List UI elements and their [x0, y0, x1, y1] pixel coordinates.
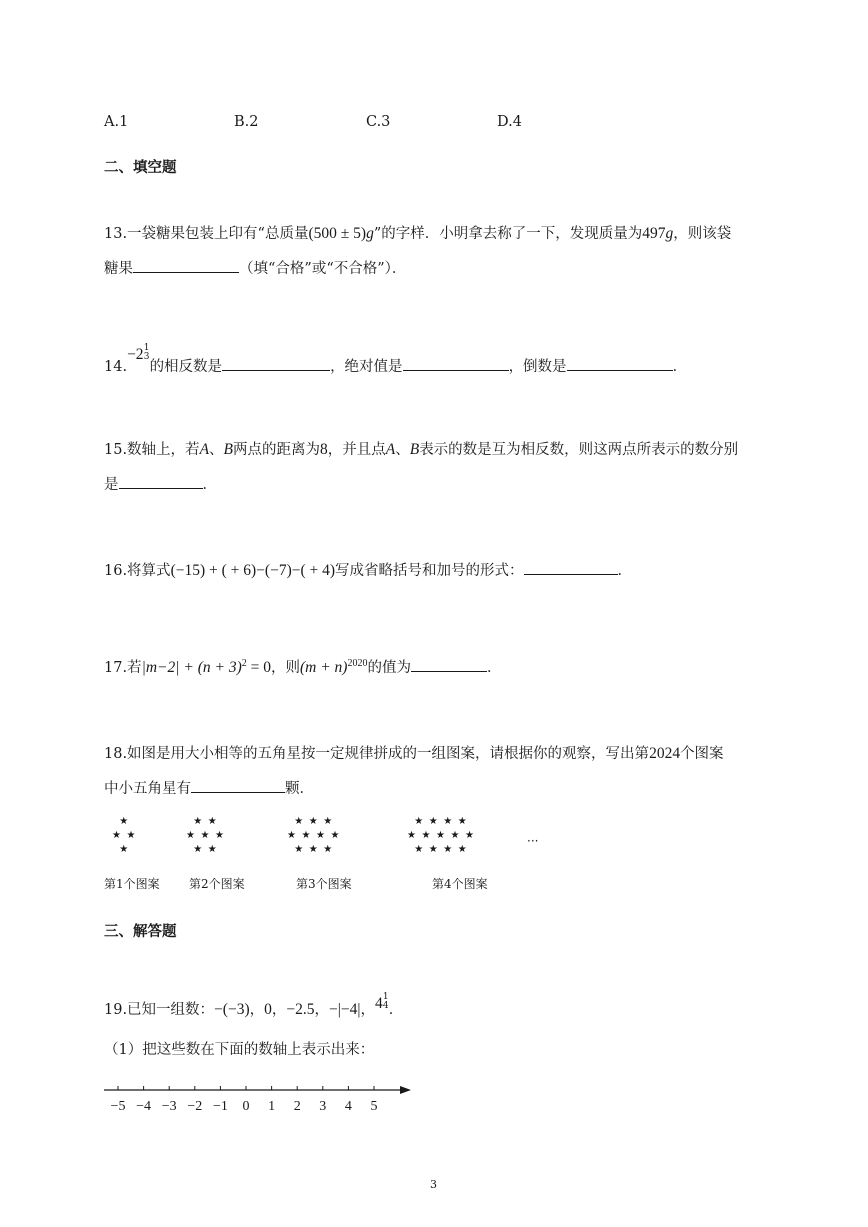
q19-comma-3: ， [314, 1002, 329, 1018]
q18-text-4: 颗． [285, 781, 314, 797]
number-line-tick-label: −3 [161, 1099, 177, 1114]
q15-distance: 8 [320, 441, 328, 458]
q18-index: 2024 [649, 745, 681, 762]
number-line-tick-label: 4 [344, 1099, 352, 1114]
q19-value-5-whole: 4 [374, 995, 383, 1012]
number-line-tick-label: −4 [136, 1099, 152, 1114]
pattern-3-star: ★ [308, 844, 318, 855]
question-19-part-1: （1）把这些数在下面的数轴上表示出来： [104, 1042, 375, 1058]
choice-c: C.3 [366, 114, 391, 130]
pattern-4-star: ★ [414, 816, 424, 827]
q14-mixed-whole: −2 [127, 346, 144, 363]
q19-value-1: −(−3) [214, 1001, 250, 1018]
pattern-4-star: ★ [436, 830, 445, 841]
q19-frac-num: 1 [382, 992, 389, 1002]
q13-answer-blank[interactable] [133, 258, 239, 273]
question-16 [104, 560, 632, 581]
q16-text-3: ． [617, 563, 633, 579]
q19-frac-den: 4 [382, 1001, 389, 1011]
pattern-2-star: ★ [207, 844, 217, 855]
q14-frac-num: 1 [143, 343, 150, 353]
q17-expr-mn: (m + n) [299, 658, 348, 676]
number-line [100, 1080, 420, 1120]
q19-comma-1: ， [249, 1002, 265, 1018]
q13-text-1: 13.一袋糖果包装上印有“总质量 [104, 226, 309, 242]
pattern-4-star: ★ [428, 816, 438, 827]
q14-frac-den: 3 [143, 352, 150, 362]
q18-text-2: 个图案 [680, 746, 724, 762]
q19-text-1: 19.已知一组数： [104, 1002, 215, 1018]
pattern-ellipsis: ··· [527, 834, 539, 848]
q14-number: 14. [104, 359, 128, 375]
pattern-2-star: ★ [193, 844, 203, 855]
pattern-2-star: ★ [186, 830, 195, 841]
pattern-label-2: 第2个图案 [189, 877, 245, 891]
q19-end: ． [388, 1002, 404, 1018]
number-line-tick-label: 3 [319, 1099, 327, 1114]
number-line-tick-label: −2 [187, 1099, 203, 1114]
q17-text-2: ，则 [270, 659, 300, 676]
question-19 [104, 992, 404, 1020]
q14-blank-opposite[interactable] [222, 356, 330, 371]
pattern-1-star: ★ [112, 830, 121, 841]
pattern-4-star: ★ [421, 830, 431, 841]
q13-unit-g: g [366, 225, 374, 242]
pattern-4-star: ★ [414, 844, 424, 855]
number-line-tick-label: 5 [370, 1099, 378, 1114]
q13-text-5: （填“合格”或“不合格”）． [239, 261, 407, 277]
q17-text-3: 的值为 [367, 659, 411, 676]
question-15-line1 [104, 440, 738, 460]
q15-text-2: 两点的距离为 [233, 442, 320, 458]
number-line-tick-label: 2 [293, 1099, 301, 1114]
question-14 [104, 343, 688, 377]
q17-text-4: ． [486, 659, 502, 676]
q13-text-2: ”的字样．小明拿去称了一下，发现质量为 [373, 226, 643, 242]
pattern-4-star: ★ [443, 844, 453, 855]
q15-text-4: 表示的数是互为相反数，则这两点所表示的数分别 [419, 442, 739, 458]
q16-expression: (−15) + ( + 6)−(−7)−( + 4) [170, 562, 336, 579]
q13-text-4: 糖果 [104, 261, 133, 277]
section-answer-heading: 三、解答题 [104, 923, 177, 940]
pattern-3-star: ★ [301, 830, 311, 841]
q15-text-6: ． [202, 477, 217, 493]
pattern-label-1: 第1个图案 [104, 877, 160, 891]
question-13-line2 [104, 258, 406, 279]
choice-d: D.4 [497, 114, 522, 130]
pattern-3-star: ★ [316, 830, 325, 841]
q15-sep-1: 、 [209, 442, 224, 458]
number-line-tick-label: −1 [212, 1099, 228, 1114]
q19-value-4: −|−4| [329, 1001, 361, 1018]
pattern-4-star: ★ [428, 844, 438, 855]
q14-text-1: 的相反数是 [149, 359, 223, 375]
pattern-2-star: ★ [215, 830, 224, 841]
q19-comma-2: ， [271, 1002, 287, 1018]
q15-text-3: ，并且点 [327, 442, 386, 458]
q14-blank-absolute[interactable] [403, 356, 509, 371]
number-line-arrow [400, 1086, 411, 1094]
pattern-4-star: ★ [450, 830, 460, 841]
pattern-label-4: 第4个图案 [432, 877, 488, 891]
q18-text-1: 18.如图是用大小相等的五角星按一定规律拼成的一组图案，请根据你的观察，写出第 [104, 746, 650, 762]
pattern-1-star: ★ [126, 830, 136, 841]
pattern-4-star: ★ [407, 830, 416, 841]
pattern-1-star: ★ [119, 844, 129, 855]
choice-a: A.1 [104, 114, 129, 130]
q15-sep-2: 、 [395, 442, 410, 458]
pattern-4-star: ★ [457, 844, 467, 855]
question-13-line1 [104, 224, 731, 244]
question-18-line2 [104, 778, 314, 799]
q17-expr-eq: = 0 [246, 658, 271, 676]
q17-answer-blank[interactable] [411, 657, 487, 672]
q17-exp-2020: 2020 [347, 658, 368, 669]
pattern-1-star: ★ [119, 816, 129, 827]
number-line-tick-label: 0 [242, 1099, 250, 1114]
pattern-label-3: 第3个图案 [296, 877, 352, 891]
q14-text-2: ，绝对值是 [330, 359, 403, 375]
pattern-3-star: ★ [294, 844, 304, 855]
pattern-3-star: ★ [330, 830, 340, 841]
pattern-3-star: ★ [308, 816, 318, 827]
q15-text-1: 15.数轴上，若 [104, 442, 200, 458]
pattern-2-star: ★ [200, 830, 210, 841]
choice-b: B.2 [234, 114, 259, 130]
pattern-4-star: ★ [443, 816, 453, 827]
number-line-tick-label: 1 [268, 1099, 276, 1114]
q17-exp-2: 2 [241, 658, 247, 669]
q19-comma-4: ， [360, 1002, 375, 1018]
q13-unit-g2: g [665, 225, 674, 242]
pattern-3-star: ★ [323, 844, 333, 855]
q15-text-5: 是 [104, 477, 119, 493]
q19-value-2: 0 [264, 1001, 272, 1018]
question-18-line1 [104, 744, 724, 764]
q15-answer-blank[interactable] [119, 474, 203, 489]
q13-text-3: ，则该袋 [673, 226, 732, 242]
q15-point-a2: A [385, 441, 396, 458]
pattern-2-star: ★ [193, 816, 203, 827]
q15-point-a: A [199, 441, 210, 458]
question-15-line2 [104, 474, 217, 495]
q15-point-b: B [223, 441, 233, 458]
q14-blank-reciprocal[interactable] [567, 356, 673, 371]
number-line-tick-label: −5 [110, 1099, 126, 1114]
pattern-3-star: ★ [294, 816, 304, 827]
q17-text-1: 17.若 [104, 659, 142, 676]
pattern-3-star: ★ [287, 830, 296, 841]
pattern-2-star: ★ [207, 816, 217, 827]
q17-expr-left: |m−2| + (n + 3) [141, 658, 242, 676]
q19-value-3: −2.5 [286, 1001, 315, 1018]
q16-answer-blank[interactable] [524, 560, 618, 575]
section-fill-blank-heading: 二、填空题 [104, 159, 177, 176]
q16-text-1: 16.将算式 [104, 563, 171, 579]
pattern-4-star: ★ [457, 816, 467, 827]
q19-value-5-fraction [383, 993, 389, 1011]
q13-measured-mass: 497 [642, 225, 666, 242]
page-number: 3 [430, 1178, 437, 1191]
q13-mass-range: (500 ± 5) [308, 225, 367, 242]
q16-text-2: 写成省略括号和加号的形式： [335, 563, 524, 579]
q14-text-3: ，倒数是 [508, 359, 567, 375]
q18-answer-blank[interactable] [191, 778, 285, 793]
pattern-4-star: ★ [465, 830, 474, 841]
q18-text-3: 中小五角星有 [104, 781, 191, 797]
q15-point-b2: B [409, 441, 420, 458]
question-17 [104, 654, 501, 678]
q14-fraction [144, 344, 150, 362]
pattern-3-star: ★ [323, 816, 333, 827]
q14-text-4: ． [672, 359, 688, 375]
